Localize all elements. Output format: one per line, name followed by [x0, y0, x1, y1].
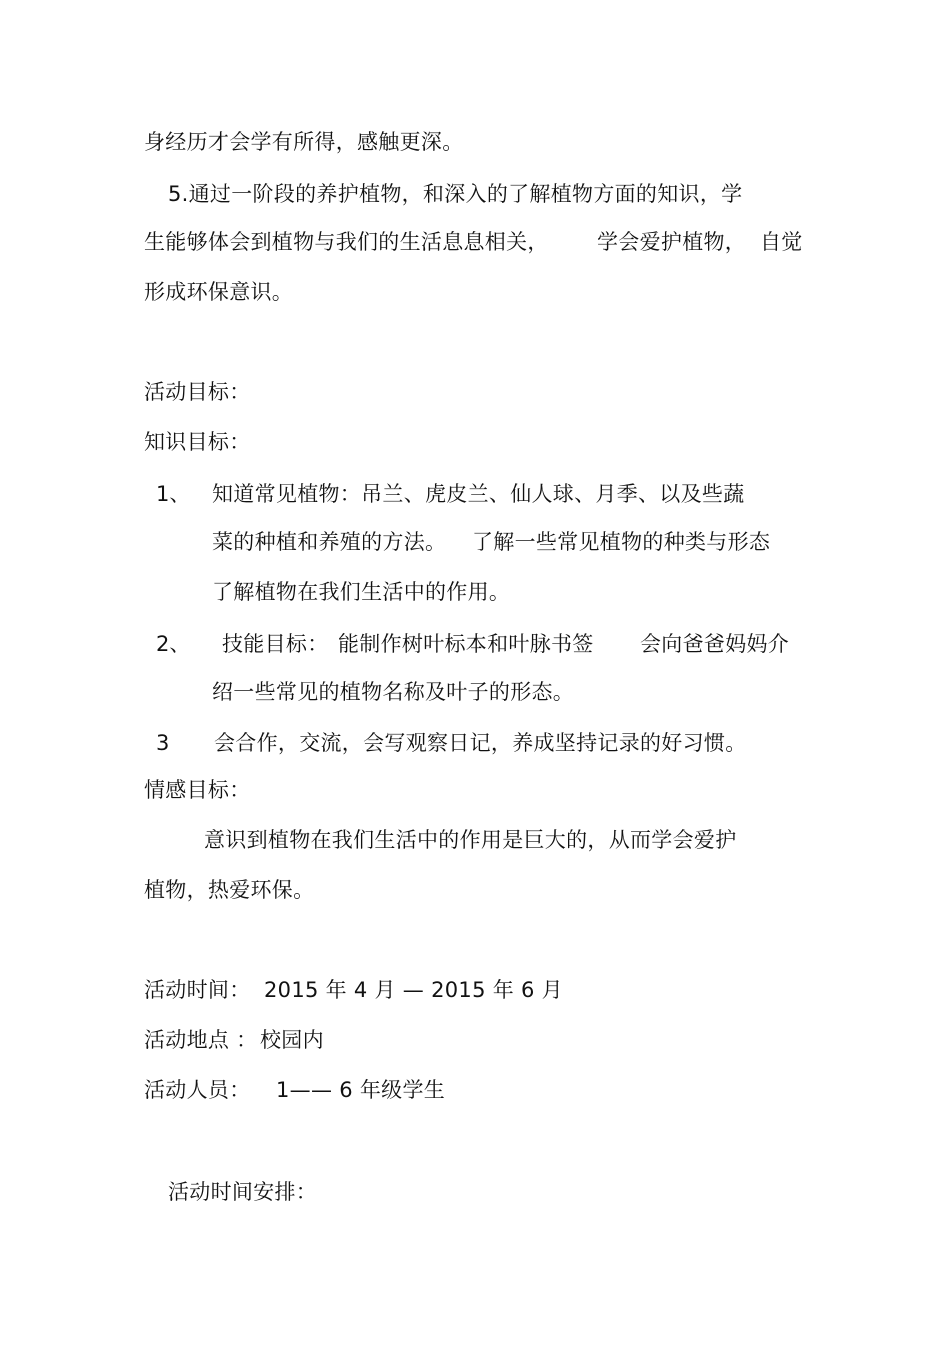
item-3-text: 会合作，交流，会写观察日记，养成坚持记录的好习惯。 — [214, 731, 747, 755]
item-1-line-3: 了解植物在我们生活中的作用。 — [212, 580, 511, 604]
paragraph-5-line-3: 形成环保意识。 — [144, 280, 294, 304]
item-2-line-1a: 技能目标： — [222, 632, 329, 656]
item-3-number: 3 — [156, 731, 170, 755]
item-1-number: 1、 — [156, 482, 191, 506]
item-1-line-2a: 菜的种植和养殖的方法。 — [212, 530, 447, 554]
item-2-number: 2、 — [156, 632, 191, 656]
activity-place-value: 校园内 — [260, 1028, 324, 1052]
paragraph-intro-end: 身经历才会学有所得，感触更深。 — [144, 130, 464, 154]
item-1-line-1: 知道常见植物：吊兰、虎皮兰、仙人球、月季、以及些蔬 — [212, 482, 745, 506]
activity-place-label: 活动地点 ： — [144, 1028, 258, 1052]
paragraph-5-line-1: 5.通过一阶段的养护植物，和深入的了解植物方面的知识，学 — [168, 182, 743, 206]
item-2-line-1b: 能制作树叶标本和叶脉书签 — [338, 632, 594, 656]
paragraph-5-line-2b: 学会爱护植物， — [597, 230, 747, 254]
knowledge-goals-heading: 知识目标： — [144, 430, 251, 454]
emotion-goals-heading: 情感目标： — [144, 778, 251, 802]
activity-time-value: 2015 年 4 月 — 2015 年 6 月 — [264, 978, 563, 1002]
paragraph-5-line-2c: 自觉 — [760, 230, 803, 254]
paragraph-5-line-2a: 生能够体会到植物与我们的生活息息相关， — [144, 230, 549, 254]
activity-people-value: 1—— 6 年级学生 — [276, 1078, 446, 1102]
emotion-line-1: 意识到植物在我们生活中的作用是巨大的，从而学会爱护 — [204, 828, 737, 852]
activity-time-label: 活动时间： — [144, 978, 251, 1002]
schedule-heading: 活动时间安排： — [168, 1180, 318, 1204]
emotion-line-2: 植物，热爱环保。 — [144, 878, 315, 902]
item-2-line-1c: 会向爸爸妈妈介 — [640, 632, 790, 656]
activity-goals-heading: 活动目标： — [144, 380, 251, 404]
activity-people-label: 活动人员： — [144, 1078, 251, 1102]
item-2-line-2: 绍一些常见的植物名称及叶子的形态。 — [212, 680, 575, 704]
item-1-line-2b: 了解一些常见植物的种类与形态 — [472, 530, 771, 554]
